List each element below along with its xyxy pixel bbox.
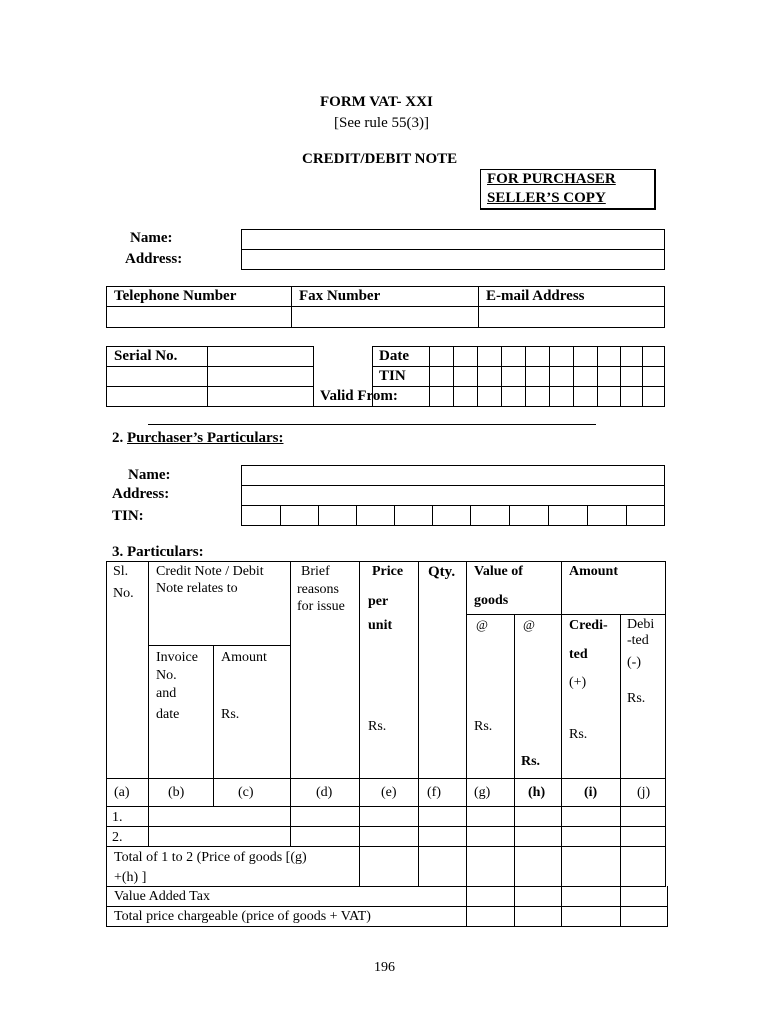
col-letter-b: (b) bbox=[168, 785, 185, 800]
col-debited-rs: Rs. bbox=[627, 691, 646, 706]
purchaser-section-number: 2. bbox=[112, 430, 124, 446]
form-title: FORM VAT- XXI bbox=[320, 94, 433, 110]
col-debited-line2: -ted bbox=[627, 633, 649, 648]
col-letter-j: (j) bbox=[637, 785, 651, 800]
col-price-line3: unit bbox=[368, 618, 393, 633]
fax-field[interactable] bbox=[292, 307, 478, 327]
valid-from-label: Valid From: bbox=[320, 388, 398, 404]
col-letter-g: (g) bbox=[474, 785, 491, 800]
col-credited-line2: ted bbox=[569, 647, 588, 662]
col-brief-line2: reasons bbox=[297, 582, 339, 597]
col-debited-line1: Debi bbox=[627, 617, 655, 632]
col-note-line2: Note relates to bbox=[156, 581, 238, 596]
seller-address-field[interactable] bbox=[241, 249, 665, 270]
col-invoice-line3: and bbox=[156, 686, 177, 701]
total-price-row-label: Total price chargeable (price of goods + VAT) bbox=[114, 909, 371, 924]
col-value-line1: Value of bbox=[474, 564, 523, 579]
col-brief-line3: for issue bbox=[297, 599, 345, 614]
seller-name-field[interactable] bbox=[241, 229, 665, 250]
rule-reference: [See rule 55(3)] bbox=[334, 115, 429, 131]
particulars-section-title: 3. Particulars: bbox=[112, 544, 204, 560]
col-sl-line2: No. bbox=[113, 586, 134, 601]
col-letter-c: (c) bbox=[238, 785, 254, 800]
col-price-line1: Price bbox=[372, 564, 404, 579]
col-value-at1: @ bbox=[476, 617, 488, 632]
col-qty: Qty. bbox=[428, 564, 456, 580]
total-row-line1: Total of 1 to 2 (Price of goods [(g) bbox=[114, 850, 307, 865]
col-invoice-line4: date bbox=[156, 707, 180, 722]
col-letter-d: (d) bbox=[316, 785, 333, 800]
col-letter-a: (a) bbox=[114, 785, 130, 800]
copy-line-purchaser: FOR PURCHASER bbox=[487, 171, 616, 187]
seller-address-label: Address: bbox=[125, 251, 183, 267]
fax-label: Fax Number bbox=[299, 288, 381, 304]
purchaser-section-heading bbox=[112, 431, 283, 446]
seller-tin-label: TIN bbox=[379, 368, 406, 384]
purchaser-address-field[interactable] bbox=[242, 486, 664, 505]
col-debited-line3: (-) bbox=[627, 655, 641, 670]
date-field[interactable] bbox=[430, 347, 664, 366]
telephone-field[interactable] bbox=[107, 307, 291, 327]
col-value-rs2: Rs. bbox=[521, 754, 541, 769]
col-price-line2: per bbox=[368, 594, 389, 609]
col-amount-head: Amount bbox=[569, 564, 619, 579]
date-label: Date bbox=[379, 348, 409, 364]
seller-tin-field[interactable] bbox=[430, 367, 664, 386]
valid-from-field[interactable] bbox=[430, 387, 664, 406]
email-field[interactable] bbox=[479, 307, 664, 327]
col-value-rs1: Rs. bbox=[474, 719, 493, 734]
seller-name-label: Name: bbox=[130, 230, 173, 246]
note-title: CREDIT/DEBIT NOTE bbox=[302, 151, 458, 167]
col-invoice-line1: Invoice bbox=[156, 650, 198, 665]
col-note-line1: Credit Note / Debit bbox=[156, 564, 264, 579]
col-letter-f: (f) bbox=[427, 785, 441, 800]
col-letter-i: (i) bbox=[584, 785, 598, 800]
purchaser-name-label: Name: bbox=[128, 467, 171, 483]
col-amount-label: Amount bbox=[221, 650, 267, 665]
col-brief-line1: Brief bbox=[301, 564, 330, 579]
col-letter-e: (e) bbox=[381, 785, 397, 800]
col-invoice-line2: No. bbox=[156, 668, 177, 683]
copy-line-seller: SELLER’S COPY bbox=[487, 190, 606, 206]
row-1-label: 1. bbox=[112, 810, 123, 825]
page-number: 196 bbox=[374, 960, 395, 975]
purchaser-tin-field[interactable] bbox=[242, 506, 664, 525]
vat-row-label: Value Added Tax bbox=[114, 889, 210, 904]
telephone-label: Telephone Number bbox=[114, 288, 237, 304]
purchaser-tin-label: TIN: bbox=[112, 508, 144, 524]
purchaser-address-label: Address: bbox=[112, 486, 170, 502]
col-credited-rs: Rs. bbox=[569, 727, 588, 742]
row-2-label: 2. bbox=[112, 830, 123, 845]
purchaser-section-title: Purchaser’s Particulars: bbox=[127, 430, 284, 446]
col-credited-line1: Credi- bbox=[569, 618, 608, 633]
email-label: E-mail Address bbox=[486, 288, 585, 304]
col-credited-line3: (+) bbox=[569, 675, 587, 690]
col-price-rs: Rs. bbox=[368, 719, 387, 734]
serial-label: Serial No. bbox=[114, 348, 178, 364]
col-value-line2: goods bbox=[474, 593, 509, 608]
serial-field[interactable] bbox=[208, 347, 313, 366]
col-value-at2: @ bbox=[523, 617, 535, 632]
total-row-line2: +(h) ] bbox=[114, 870, 147, 885]
col-sl-line1: Sl. bbox=[113, 564, 129, 579]
col-amount-rs: Rs. bbox=[221, 707, 240, 722]
col-letter-h: (h) bbox=[528, 785, 546, 800]
separator-line bbox=[148, 424, 596, 425]
purchaser-name-field[interactable] bbox=[242, 466, 664, 485]
